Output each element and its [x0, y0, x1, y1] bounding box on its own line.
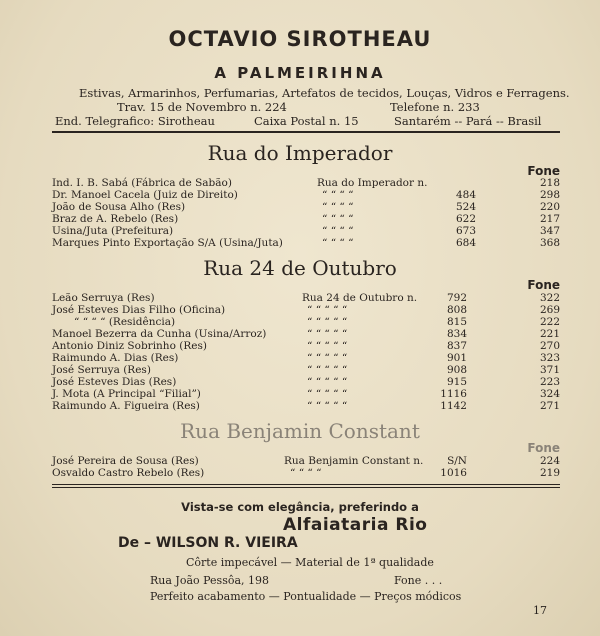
entry-street: “ “ “ “ — [290, 467, 322, 479]
entry-name: Antonio Diniz Sobrinho (Res) — [52, 340, 207, 352]
entry-phone: 220 — [539, 201, 560, 213]
entry-number: 524 — [455, 201, 476, 213]
fone-column-header: Fone — [527, 164, 560, 178]
entry-number: 834 — [446, 328, 467, 340]
entry-phone: 224 — [539, 455, 560, 467]
entry-name: Manoel Bezerra da Cunha (Usina/Arroz) — [52, 328, 267, 340]
entry-number: S/N — [447, 455, 467, 467]
entry-number: 915 — [446, 376, 467, 388]
entry-name: Ind. I. B. Sabá (Fábrica de Sabão) — [52, 177, 232, 189]
entry-name: João de Sousa Alho (Res) — [52, 201, 186, 213]
entry-name: Marques Pinto Exportação S/A (Usina/Juta) — [52, 237, 283, 249]
entry-street: Rua 24 de Outubro n. — [302, 292, 418, 304]
company-name: OCTAVIO SIROTHEAU — [168, 27, 432, 51]
entry-number: 815 — [446, 316, 467, 328]
entry-street: Rua Benjamin Constant n. — [284, 455, 424, 467]
entry-number: 684 — [455, 237, 476, 249]
section-title: Rua Benjamin Constant — [180, 419, 420, 443]
city: Santarém -- Pará -- Brasil — [394, 114, 542, 128]
shop-address: Trav. 15 de Novembro n. 224 — [117, 100, 287, 114]
entry-street: “ “ “ “ — [322, 201, 354, 213]
fone-column-header: Fone — [527, 278, 560, 292]
entry-phone: 217 — [539, 213, 560, 225]
entry-number: 1016 — [440, 467, 467, 479]
entry-street: “ “ “ “ — [322, 189, 354, 201]
entry-street: “ “ “ “ — [322, 237, 354, 249]
entry-phone: 271 — [539, 400, 560, 412]
entry-phone: 324 — [539, 388, 560, 400]
fone-column-header: Fone — [527, 441, 560, 455]
list-item — [52, 304, 560, 316]
entry-street: “ “ “ “ “ — [307, 340, 348, 352]
entry-street: “ “ “ “ “ — [307, 400, 348, 412]
entry-phone: 347 — [539, 225, 560, 237]
list-item — [52, 455, 560, 467]
entry-street: “ “ “ “ “ — [307, 316, 348, 328]
entry-name: “ “ “ “ (Residência) — [74, 316, 176, 328]
list-item — [52, 237, 560, 249]
entry-number: 837 — [446, 340, 467, 352]
advert-owner: De – WILSON R. VIEIRA — [118, 535, 298, 551]
list-item — [52, 352, 560, 364]
entry-street: “ “ “ “ “ — [307, 376, 348, 388]
entry-street: “ “ “ “ “ — [307, 328, 348, 340]
postbox: Caixa Postal n. 15 — [254, 114, 359, 128]
section-title: Rua 24 de Outubro — [203, 256, 397, 280]
entry-street: “ “ “ “ “ — [307, 364, 348, 376]
list-item — [52, 364, 560, 376]
list-item — [52, 213, 560, 225]
entry-phone: 270 — [539, 340, 560, 352]
list-item — [52, 340, 560, 352]
entry-name: Raimundo A. Figueira (Res) — [52, 400, 200, 412]
entry-number: 908 — [446, 364, 467, 376]
header-rule — [52, 131, 560, 133]
entry-number: 1142 — [440, 400, 467, 412]
entry-phone: 323 — [539, 352, 560, 364]
entry-number: 484 — [455, 189, 476, 201]
entry-name: José Esteves Dias (Res) — [52, 376, 177, 388]
entry-phone: 223 — [539, 376, 560, 388]
entry-name: Braz de A. Rebelo (Res) — [52, 213, 179, 225]
entry-phone: 219 — [539, 467, 560, 479]
list-item — [52, 328, 560, 340]
entry-street: “ “ “ “ — [322, 213, 354, 225]
entry-phone: 222 — [539, 316, 560, 328]
entry-number: 1116 — [440, 388, 467, 400]
entry-street: “ “ “ “ “ — [307, 352, 348, 364]
list-item — [52, 376, 560, 388]
entry-name: Usina/Juta (Prefeitura) — [52, 225, 174, 237]
list-item — [52, 201, 560, 213]
entry-phone: 368 — [539, 237, 560, 249]
entry-phone: 298 — [539, 189, 560, 201]
entry-street: “ “ “ “ — [322, 225, 354, 237]
entry-number: 901 — [446, 352, 467, 364]
entry-name: Osvaldo Castro Rebelo (Res) — [52, 467, 205, 479]
list-item — [52, 177, 560, 189]
entry-phone: 322 — [539, 292, 560, 304]
entry-number: 673 — [455, 225, 476, 237]
list-item — [52, 316, 560, 328]
telegraph-address: End. Telegrafico: Sirotheau — [55, 114, 215, 128]
entry-number: 792 — [446, 292, 467, 304]
section-title: Rua do Imperador — [207, 141, 393, 165]
entry-name: José Serruya (Res) — [52, 364, 151, 376]
entry-name: Leão Serruya (Res) — [52, 292, 155, 304]
list-item — [52, 400, 560, 412]
advert-tagline: Vista-se com elegância, preferindo a — [181, 500, 419, 514]
section-rule — [52, 484, 560, 485]
list-item — [52, 467, 560, 479]
entry-name: J. Mota (A Principal “Filial”) — [52, 388, 201, 400]
entry-street: “ “ “ “ “ — [307, 388, 348, 400]
entry-number: 808 — [446, 304, 467, 316]
entry-number: 622 — [455, 213, 476, 225]
entry-name: Dr. Manoel Cacela (Juiz de Direito) — [52, 189, 238, 201]
entry-phone: 371 — [539, 364, 560, 376]
shop-phone: Telefone n. 233 — [390, 100, 480, 114]
advert-quality: Côrte impecável — Material de 1ª qualidade — [186, 556, 434, 569]
advert-address: Rua João Pessôa, 198 — [150, 574, 270, 587]
entry-phone: 269 — [539, 304, 560, 316]
list-item — [52, 225, 560, 237]
list-item — [52, 189, 560, 201]
entry-name: José Pereira de Sousa (Res) — [52, 455, 199, 467]
entry-name: José Esteves Dias Filho (Oficina) — [52, 304, 226, 316]
advert-phone: Fone . . . — [394, 574, 443, 587]
shop-name: A PALMEIRIHNA — [214, 64, 386, 82]
entry-street: “ “ “ “ “ — [307, 304, 348, 316]
entry-street: Rua do Imperador n. — [317, 177, 428, 189]
entry-name: Raimundo A. Dias (Res) — [52, 352, 179, 364]
entry-phone: 221 — [539, 328, 560, 340]
advert-slogan: Perfeito acabamento — Pontualidade — Preços módicos — [150, 590, 462, 603]
list-item — [52, 388, 560, 400]
goods-line: Estivas, Armarinhos, Perfumarias, Artefatos de tecidos, Louças, Vidros e Ferragens. — [79, 86, 570, 100]
page-number: 17 — [533, 604, 547, 617]
list-item — [52, 292, 560, 304]
section-rule — [52, 487, 560, 488]
entry-phone: 218 — [539, 177, 560, 189]
advert-business-name: Alfaiataria Rio — [283, 515, 428, 535]
